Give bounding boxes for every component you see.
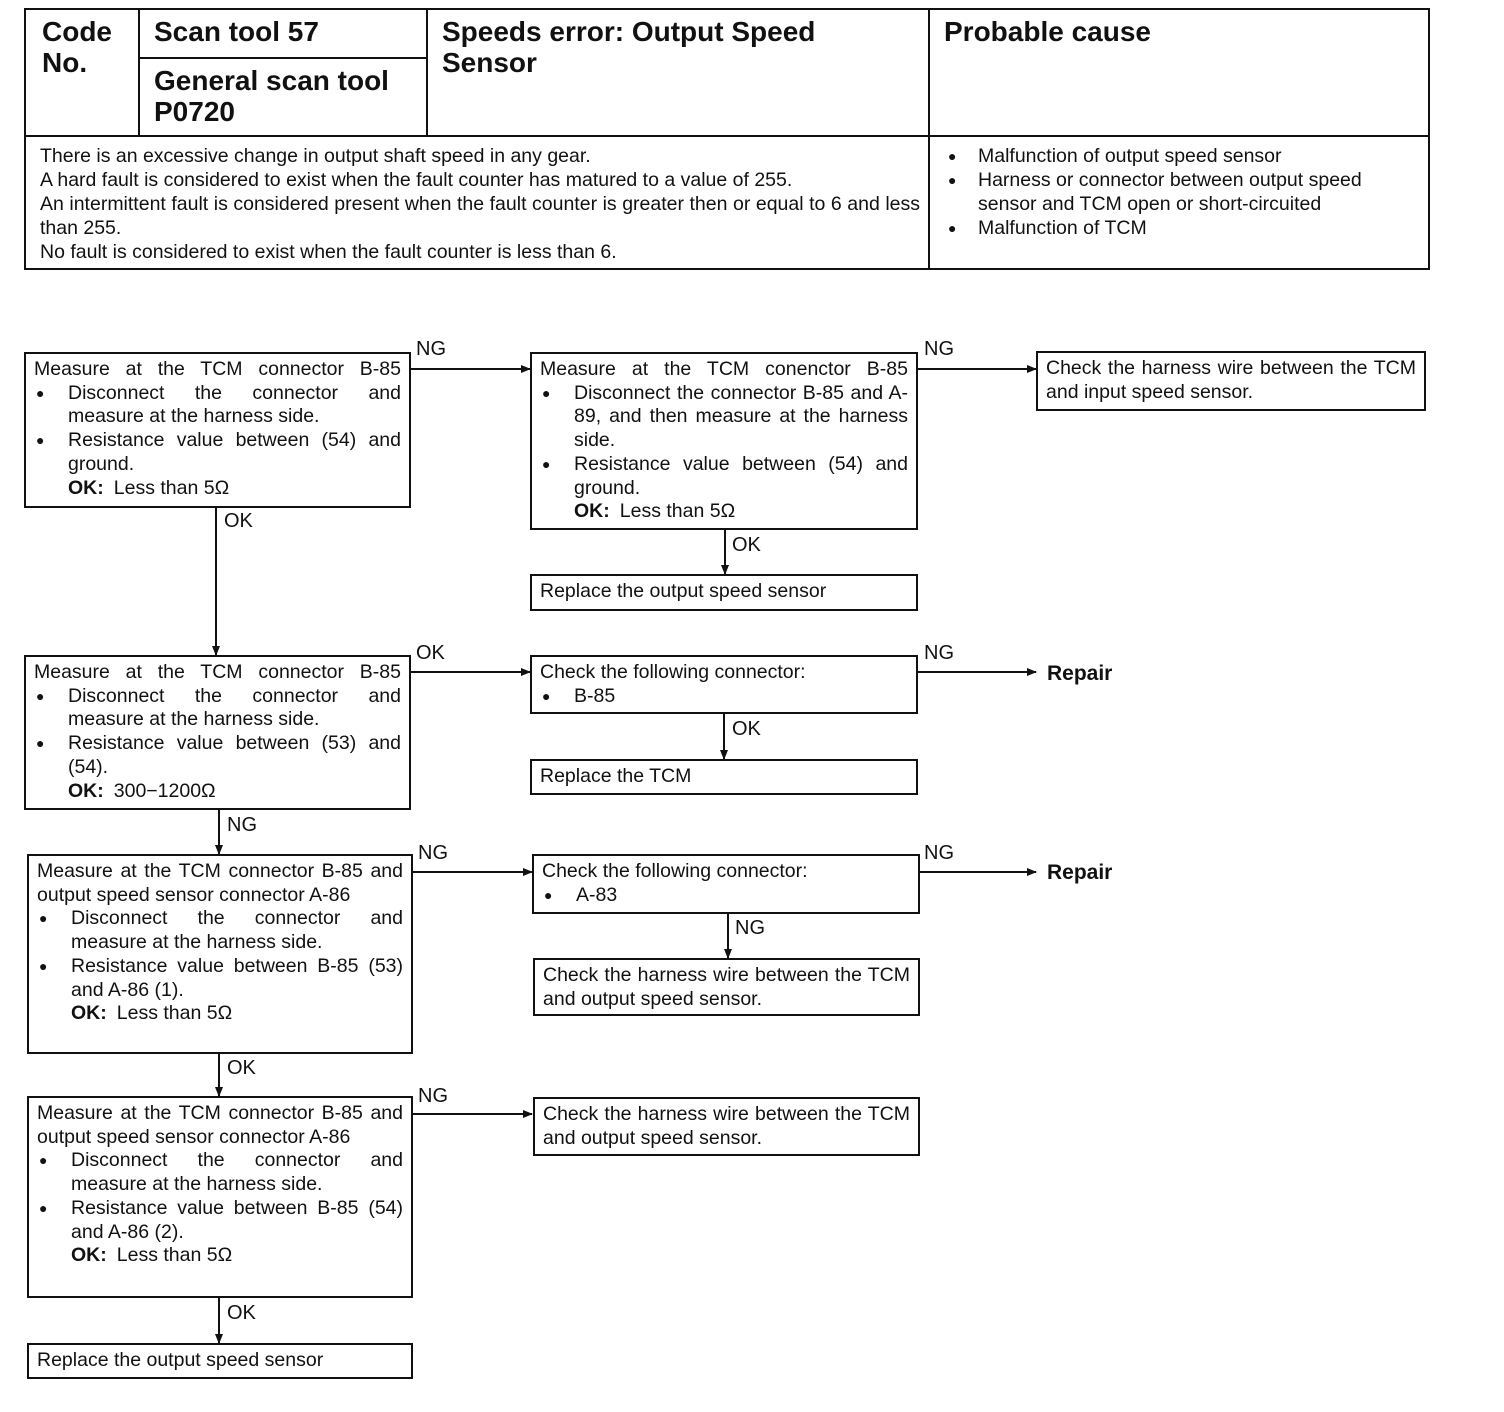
step-bullet: ● Resistance value between B-85 (54) and A-86 (2). xyxy=(37,1197,403,1244)
step3-measure-box xyxy=(27,854,413,1054)
edge-label-ng: NG xyxy=(227,814,257,836)
step-text: Replace the output speed sensor xyxy=(37,1349,324,1371)
step1-ng-measure-box xyxy=(530,352,918,530)
probable-cause-label: Probable cause xyxy=(944,16,1151,47)
edge-label-ng: NG xyxy=(924,842,954,864)
diagnostic-title: Speeds error: Output Speed Sensor xyxy=(442,16,816,78)
step-title: Measure at the TCM connector B-85 xyxy=(34,661,401,683)
step-title: Check the following connector: xyxy=(540,661,806,683)
step-title: Measure at the TCM connector B-85 and output speed sensor connector A-86 xyxy=(37,1102,403,1148)
step-text: Check the harness wire between the TCM and input speed sensor. xyxy=(1046,357,1416,403)
edge-label-ok: OK xyxy=(732,718,761,740)
edge-label-ng: NG xyxy=(924,642,954,664)
ok-label: OK: xyxy=(68,779,104,802)
cause-item: ● Harness or connector between output speed sensor and TCM open or short-circuited xyxy=(944,168,1414,216)
step-bullet: ● Disconnect the connector and measure at the harness side. xyxy=(34,685,401,732)
edge-label-ng: NG xyxy=(418,1085,448,1107)
step-bullet: ● Resistance value between B-85 (53) and A-86 (1). xyxy=(37,955,403,1002)
step-bullet: ● Resistance value between (54) and ground. xyxy=(540,453,908,500)
step2-measure-box xyxy=(24,655,411,810)
ok-label: OK: xyxy=(68,476,104,499)
check-connector-b85-box xyxy=(530,655,918,714)
step-bullet: ● Disconnect the connector and measure at the harness side. xyxy=(37,1149,403,1196)
edge-label-ok: OK xyxy=(732,534,761,556)
cause-item: ● Malfunction of output speed sensor xyxy=(944,144,1414,168)
ok-criteria xyxy=(37,1002,403,1026)
code-no-label: Code No. xyxy=(42,16,112,78)
edge-label-ok: OK xyxy=(416,642,445,664)
step-bullet: ● A-83 xyxy=(542,884,910,908)
ok-value: 300−1200Ω xyxy=(113,779,216,802)
repair-label: Repair xyxy=(1047,662,1113,685)
step-text: Check the harness wire between the TCM and output speed sensor. xyxy=(543,1103,910,1149)
cause-item: ● Malfunction of TCM xyxy=(944,216,1414,240)
step-text: Check the harness wire between the TCM and output speed sensor. xyxy=(543,964,910,1010)
description-line: An intermittent fault is considered present when the fault counter is greater then or equal to 6 and less than 255. xyxy=(40,193,920,239)
description-line: No fault is considered to exist when the fault counter is less than 6. xyxy=(40,241,617,263)
step-title: Check the following connector: xyxy=(542,860,808,882)
general-scan-tool-code: General scan tool P0720 xyxy=(154,65,389,127)
edge-label-ng: NG xyxy=(418,842,448,864)
ok-value: Less than 5Ω xyxy=(116,1244,233,1267)
ok-label: OK: xyxy=(71,1244,107,1267)
step-bullet: ● Disconnect the connector and measure at the harness side. xyxy=(37,907,403,954)
ok-criteria xyxy=(34,780,401,804)
step-bullet: ● Resistance value between (54) and ground. xyxy=(34,429,401,476)
description-line: A hard fault is considered to exist when the fault counter has matured to a value of 255. xyxy=(40,169,793,191)
step-bullet: ● Disconnect the connector B-85 and A-89, and then measure at the harness side. xyxy=(540,382,908,453)
step4-measure-box xyxy=(27,1096,413,1298)
step-title: Measure at the TCM connector B-85 and output speed sensor connector A-86 xyxy=(37,860,403,906)
ok-criteria xyxy=(34,477,401,501)
check-connector-a83-box xyxy=(532,854,920,914)
edge-label-ng: NG xyxy=(924,338,954,360)
step-title: Measure at the TCM conenctor B-85 xyxy=(540,358,908,380)
ok-criteria xyxy=(540,500,908,524)
check-output-sensor-harness-box-2 xyxy=(533,1097,920,1156)
ok-label: OK: xyxy=(71,1002,107,1025)
step-bullet: ● Resistance value between (53) and (54). xyxy=(34,732,401,779)
step-text: Replace the output speed sensor xyxy=(540,580,827,602)
ok-value: Less than 5Ω xyxy=(116,1002,233,1025)
check-output-sensor-harness-box xyxy=(533,958,920,1016)
ok-value: Less than 5Ω xyxy=(619,500,736,523)
step-bullet: ● Disconnect the connector and measure at the harness side. xyxy=(34,382,401,429)
step-bullet: ● B-85 xyxy=(540,685,908,709)
replace-output-sensor-box-2 xyxy=(27,1343,413,1379)
edge-label-ok: OK xyxy=(227,1302,256,1324)
description-line: There is an excessive change in output shaft speed in any gear. xyxy=(40,145,591,167)
edge-label-ng: NG xyxy=(416,338,446,360)
edge-label-ng: NG xyxy=(735,917,765,939)
ok-criteria xyxy=(37,1244,403,1268)
edge-label-ok: OK xyxy=(224,510,253,532)
ok-label: OK: xyxy=(574,500,610,523)
check-input-sensor-harness-box xyxy=(1036,351,1426,411)
repair-label: Repair xyxy=(1047,861,1113,884)
step1-measure-box xyxy=(24,352,411,508)
edge-label-ok: OK xyxy=(227,1057,256,1079)
step-title: Measure at the TCM connector B-85 xyxy=(34,358,401,380)
ok-value: Less than 5Ω xyxy=(113,476,230,499)
scan-tool-code: Scan tool 57 xyxy=(154,16,319,47)
replace-tcm-box xyxy=(530,759,918,795)
replace-output-sensor-box xyxy=(530,574,918,611)
step-text: Replace the TCM xyxy=(540,765,692,787)
